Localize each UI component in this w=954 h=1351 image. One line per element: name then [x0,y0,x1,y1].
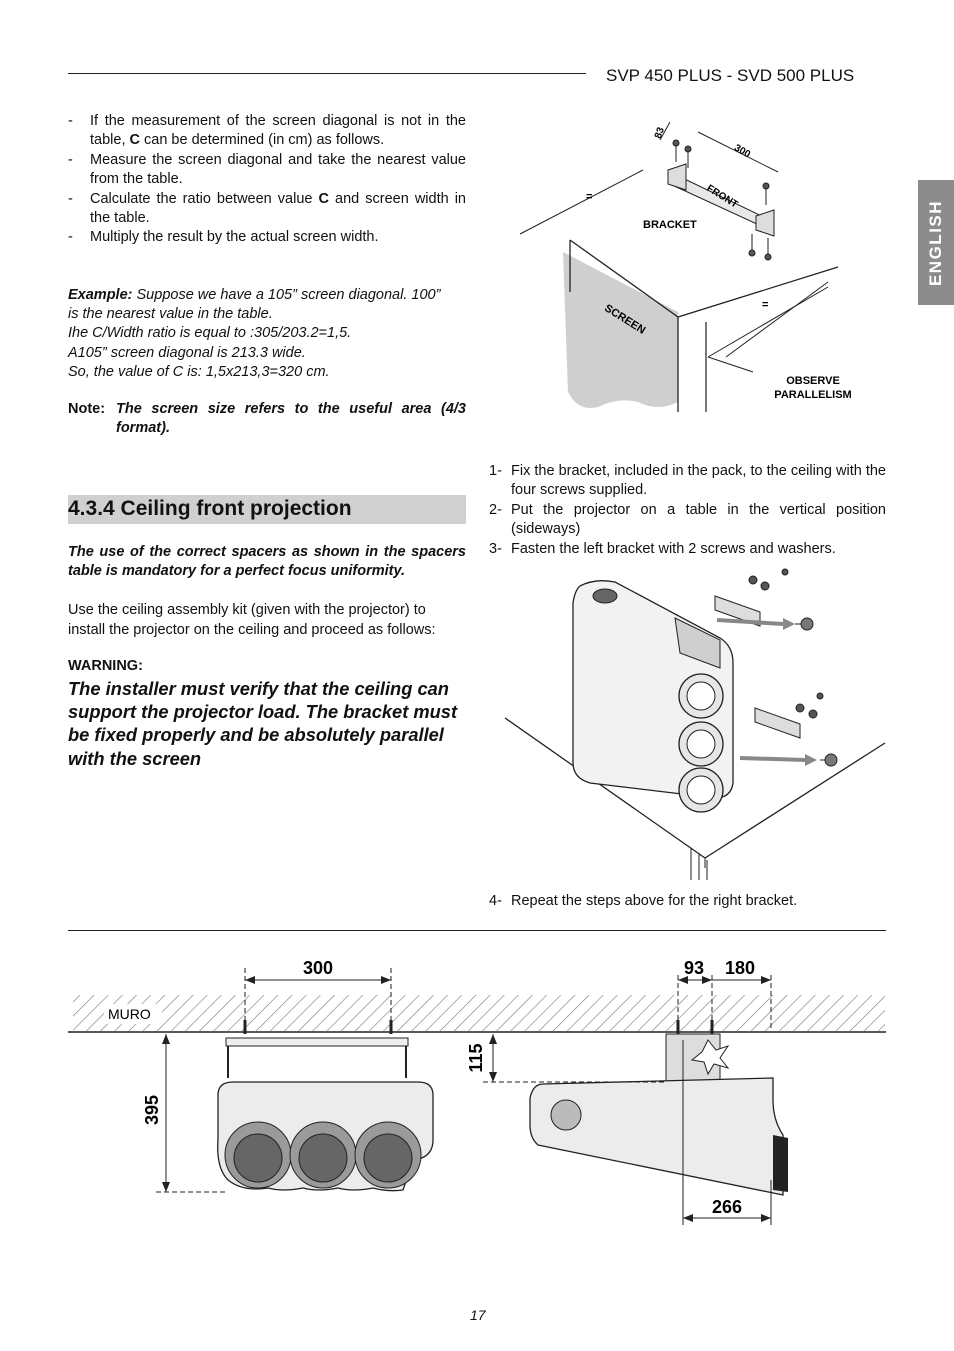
text-run: If the measurement of the screen diagonal is not in the table, [90,113,466,149]
language-tab [918,180,954,305]
dim-395-label: 395 [142,1094,162,1126]
text-run: and screen width in the table. [90,190,466,227]
example-line [68,286,468,305]
step-text: Put the projector on a table in the vertical position (sideways) [511,501,886,538]
spacer-warning: The use of the correct spacers as shown in the spacers table is mandatory for a perfect focus uniformity. [68,544,466,579]
washers-screws [749,569,823,718]
list-text [90,190,466,229]
section-heading [68,495,466,524]
example-line: A105” screen diagonal is 213.3 wide. [68,344,306,361]
step-4 [489,892,886,911]
projector-table-diagram [495,568,890,883]
side-lamp [551,1100,581,1130]
dim-93-label: 93 [683,958,705,978]
dim-83-label: 83 [652,125,668,141]
list-marker: - [68,151,73,168]
arrowhead [245,976,255,984]
section-rule [68,930,886,931]
list-text [90,228,466,247]
example-line: Ihe C/Width ratio is equal to :305/203.2=1,5. [68,325,352,342]
step-number: 4- [489,893,502,909]
projector-side [530,1078,783,1195]
bracket-label: BRACKET [643,219,697,231]
list-marker: - [68,190,73,207]
list-item [68,190,466,229]
warning-text: The installer must verify that the ceiling can support the projector load. The bracket must be fixed properly and be absolutely parallel with the screen [68,678,458,769]
section-title: 4.3.4 Ceiling front projection [68,497,352,520]
note-block [68,400,466,439]
wall-label: MURO [108,1006,151,1022]
steps-list [489,462,886,559]
arrowhead [489,1034,497,1044]
dim-line-right [726,282,828,357]
example-line: So, the value of C is: 1,5x213,3=320 cm. [68,363,330,380]
bracket-lower [755,708,800,738]
list-text [90,151,466,190]
step-text: Repeat the steps above for the right bracket. [511,893,798,909]
side-lens-rim [773,1135,788,1192]
dim-line-left [520,170,643,234]
document-title: SVP 450 PLUS - SVD 500 PLUS [606,66,855,85]
arrowhead [162,1182,170,1192]
step-number: 1- [489,463,502,479]
observe-label: OBSERVE [786,375,840,387]
parallelism-label: PARALLELISM [774,389,852,401]
body-paragraph: Use the ceiling assembly kit (given with the projector) to install the projector on the ceiling and proceed as follows: [68,602,436,638]
step-item [489,540,886,559]
equal-mark-1: = [586,191,593,203]
arrowhead [381,976,391,984]
arrow-lower [740,758,805,760]
arrowhead [761,1214,771,1222]
arrow-upper-head [783,618,795,630]
step-number: 2- [489,501,502,518]
example-block [68,286,468,382]
ceiling-dimensions-diagram [68,950,888,1235]
text-run: Calculate the ratio between value [90,190,319,207]
bracket-end-left [668,164,686,190]
screen-label: SCREEN [602,302,648,337]
example-label: Example: [68,287,133,303]
dim-115-label: 115 [466,1043,486,1073]
note-text: The screen size refers to the useful area (4/3 format). [116,401,466,437]
example-line: is the nearest value in the table. [68,306,273,323]
dim-300-label: 300 [732,142,753,161]
bracket-bar [226,1038,408,1046]
arrowhead [162,1034,170,1044]
text-run: Measure the screen diagonal and take the nearest value from the table. [90,151,466,188]
observe-pointer [708,357,753,372]
arrow-upper [717,620,783,624]
list-marker: - [68,229,73,246]
bracket-screen-diagram [508,112,888,422]
step-text: Fix the bracket, included in the pack, to the ceiling with the four screws supplied. [511,463,886,499]
equal-mark-2: = [762,299,769,311]
projector-lamp-cap [593,589,617,603]
bold-run: C [129,132,140,149]
step-number: 3- [489,540,502,557]
lenses-front [225,1122,421,1188]
arrowhead [489,1072,497,1082]
warning-label: WARNING: [68,658,143,674]
list-item [68,112,466,151]
text-run: Multiply the result by the actual screen width. [90,229,379,246]
bracket-end-right [756,210,774,236]
front-label: FRONT [704,182,740,211]
example-text: Suppose we have a 105” screen diagonal. 100” [132,287,441,303]
projector-lenses [679,674,723,812]
dim-266-label: 266 [711,1197,743,1217]
list-item [68,228,466,247]
arrow-lower-head [805,754,817,766]
observe-pointer-2 [708,287,828,357]
step-text: Fasten the left bracket with 2 screws and washers. [511,540,836,557]
list-item [68,151,466,190]
list-marker: - [68,113,73,129]
bold-run: C [318,190,329,207]
arrowhead [761,976,771,984]
knobs [795,618,837,766]
text-run: can be determined (in cm) as follows. [139,132,385,149]
language-label: ENGLISH [926,199,945,286]
header-rule [68,73,586,74]
page-number: 17 [470,1307,486,1323]
dim-180-label: 180 [724,958,756,978]
ceiling-hatch [73,995,885,1031]
step-item [489,501,886,540]
intro-list [68,112,466,248]
list-text [90,112,466,151]
note-label: Note: [68,401,106,417]
arrowhead [683,1214,693,1222]
step-item [489,462,886,501]
dim-300-label: 300 [302,958,334,978]
